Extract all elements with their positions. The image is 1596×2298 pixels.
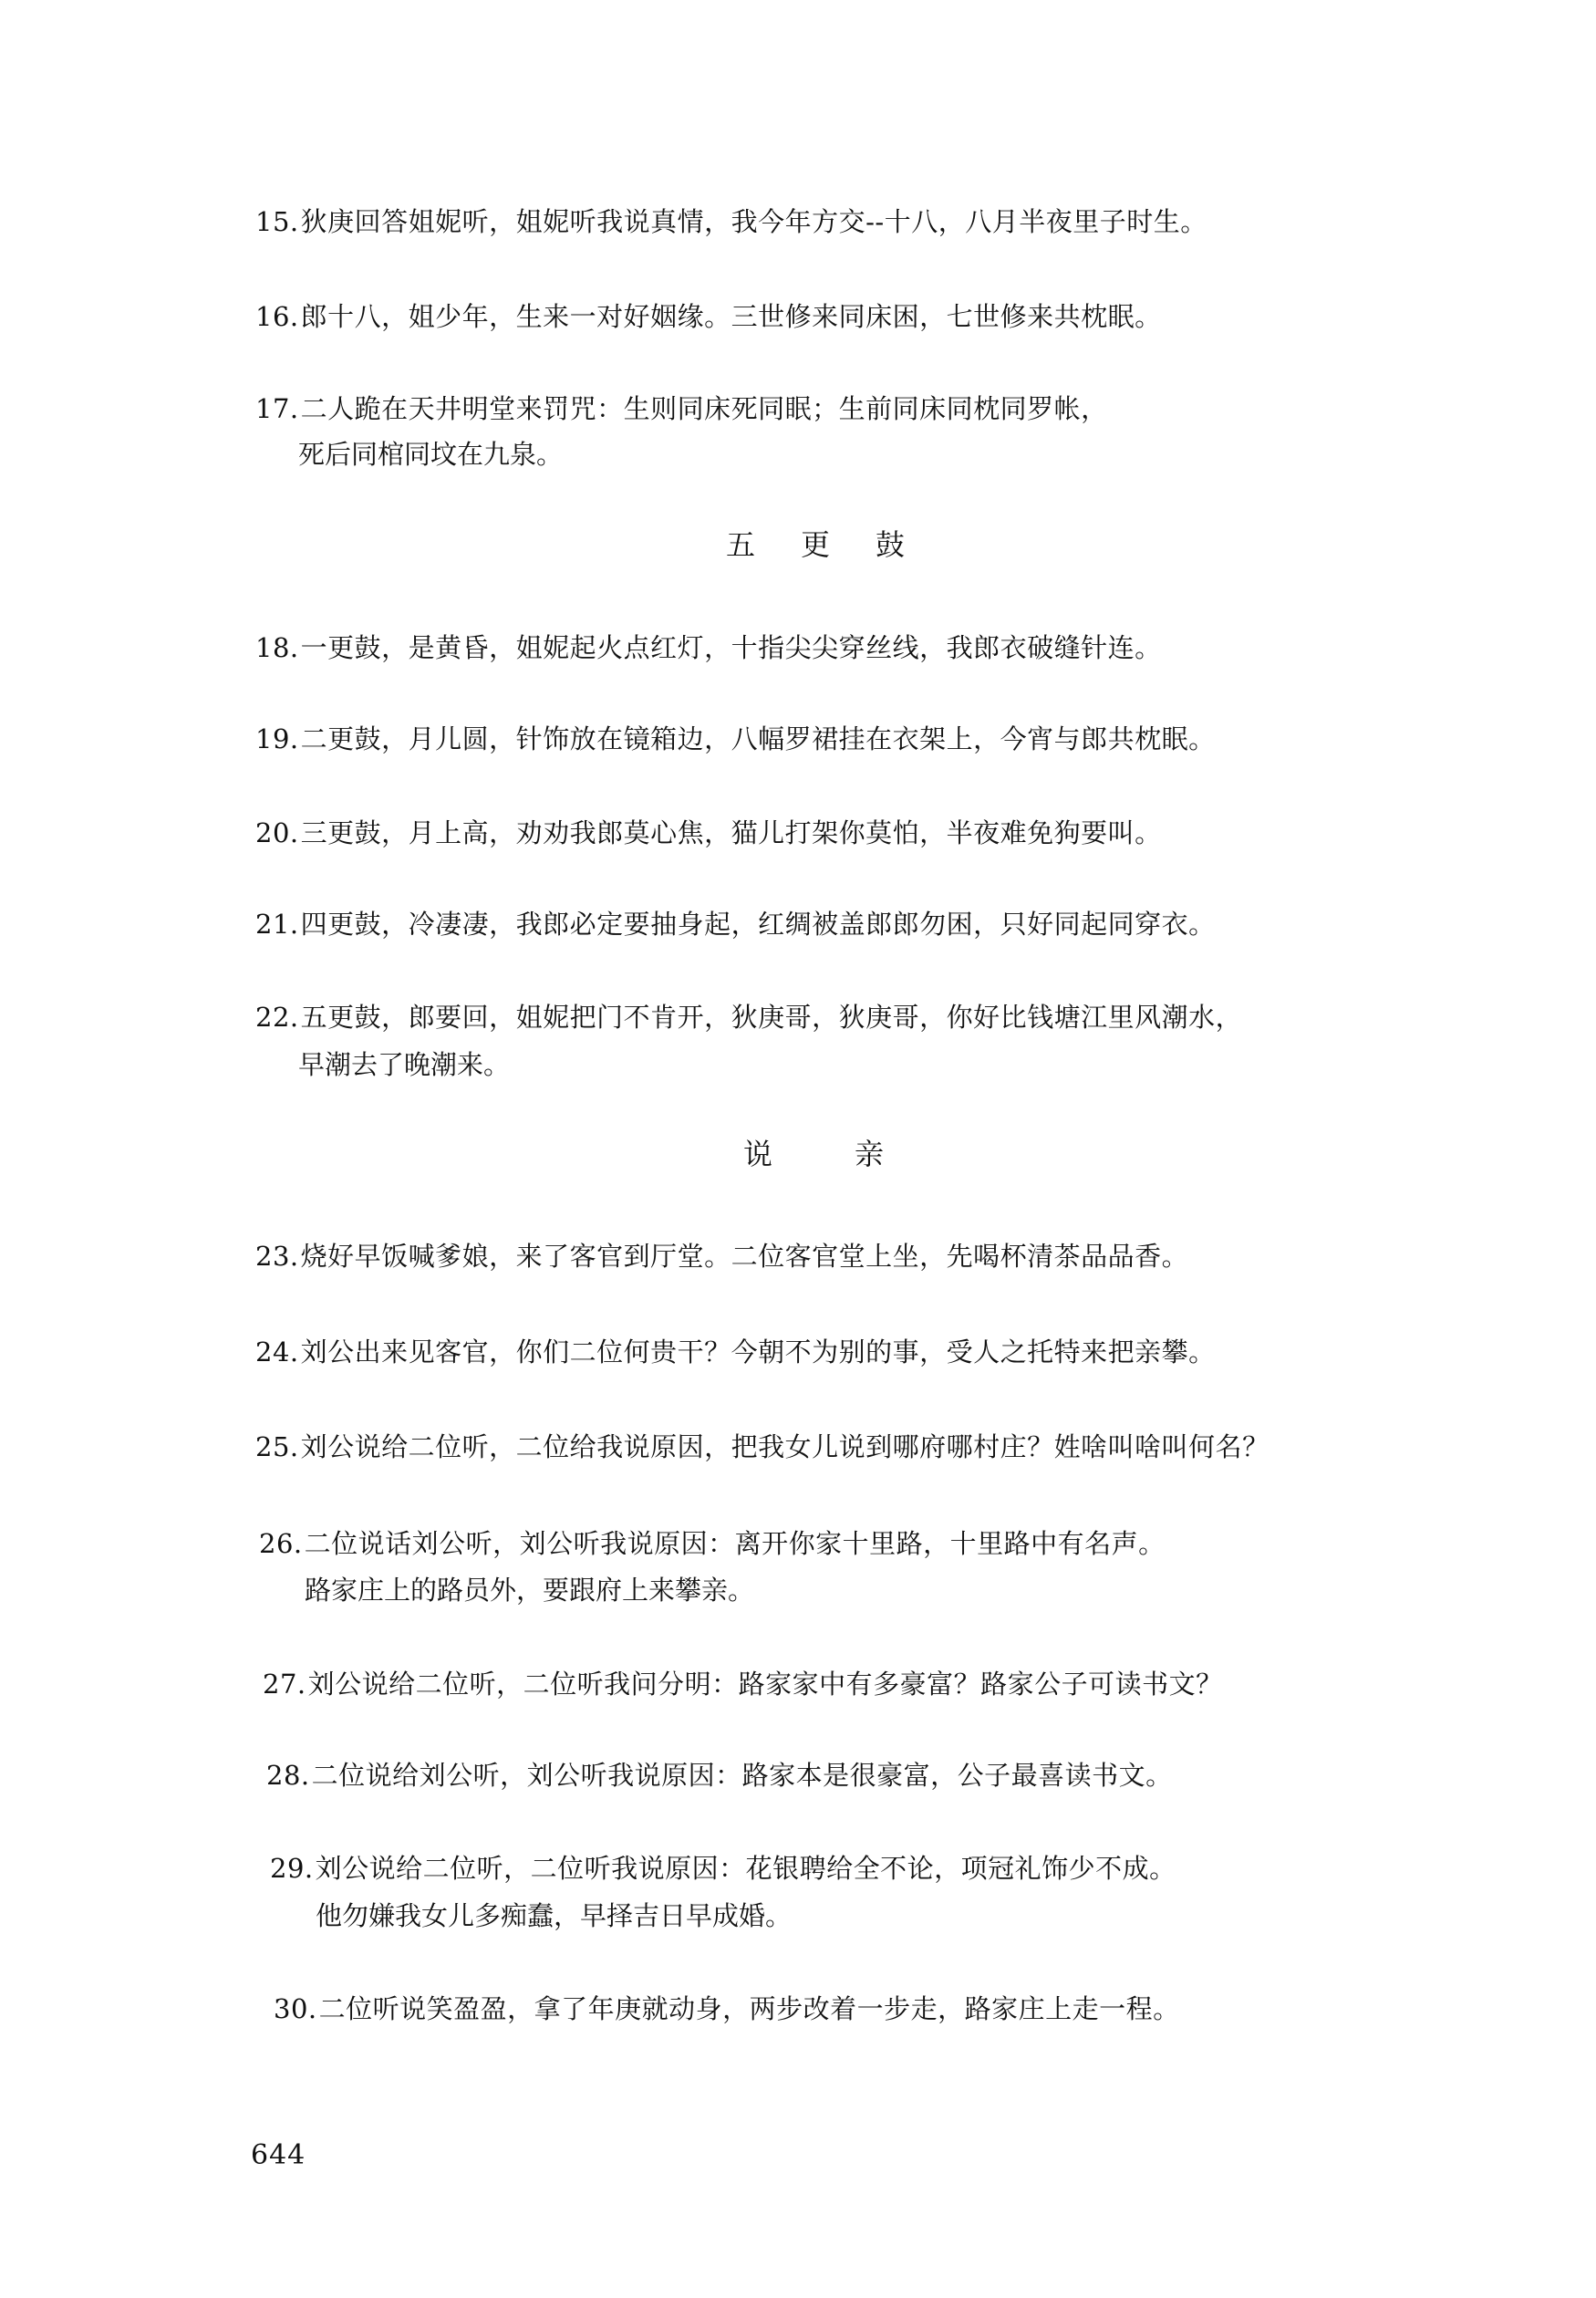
- section-heading-shuoqin: 说亲: [743, 1137, 967, 1171]
- verse-text: 二更鼓，月儿圆，针饰放在镜箱边，八幅罗裙挂在衣架上，今宵与郎共枕眠。: [300, 723, 1216, 754]
- verse-number: 22.: [255, 1002, 299, 1033]
- verse-text: 二位听说笑盈盈，拿了年庚就动身，两步改着一步走，路家庄上走一程。: [318, 1993, 1180, 2024]
- verse-number: 16.: [255, 301, 299, 332]
- verse-19: [255, 721, 1216, 757]
- section-heading-wugenggu: 五更鼓: [726, 527, 951, 562]
- verse-text: 郎十八，姐少年，生来一对好姻缘。三世修来同床困，七世修来共枕眠。: [300, 301, 1162, 332]
- verse-28: [266, 1757, 1173, 1794]
- verse-17: [255, 390, 1108, 427]
- verse-20: [255, 815, 1162, 851]
- verse-text: 三更鼓，月上高，劝劝我郎莫心焦，猫儿打架你莫怕，半夜难免狗要叫。: [300, 817, 1162, 848]
- verse-21: [255, 906, 1216, 942]
- verse-text: 二位说话刘公听，刘公听我说原因：离开你家十里路，十里路中有名声。: [304, 1528, 1166, 1559]
- verse-text: 二人跪在天井明堂来罚咒：生则同床死同眠；生前同床同枕同罗帐，: [300, 393, 1108, 424]
- verse-number: 23.: [255, 1241, 299, 1272]
- verse-number: 21.: [255, 909, 299, 940]
- page-number: 644: [251, 2139, 306, 2171]
- verse-number: 15.: [255, 206, 299, 237]
- verse-number: 20.: [255, 817, 299, 848]
- verse-text: 二位说给刘公听，刘公听我说原因：路家本是很豪富，公子最喜读书文。: [311, 1760, 1173, 1791]
- verse-number: 27.: [263, 1669, 306, 1700]
- verse-25: [255, 1429, 1270, 1465]
- verse-text: 刘公说给二位听，二位听我问分明：路家家中有多豪富？路家公子可读书文？: [307, 1669, 1223, 1700]
- verse-text: 刘公说给二位听，二位给我说原因，把我女儿说到哪府哪村庄？姓啥叫啥叫何名？: [300, 1431, 1270, 1462]
- verse-number: 25.: [255, 1431, 299, 1462]
- verse-text: 刘公说给二位听，二位听我说原因：花银聘给全不论，项冠礼饰少不成。: [315, 1853, 1176, 1884]
- verse-text: 烧好早饭喊爹娘，来了客官到厅堂。二位客官堂上坐，先喝杯清茶品品香。: [300, 1241, 1189, 1272]
- verse-30: [274, 1991, 1180, 2027]
- verse-number: 17.: [255, 393, 299, 424]
- verse-18: [255, 629, 1162, 666]
- verse-number: 28.: [266, 1760, 310, 1791]
- verse-15: [255, 203, 1207, 240]
- verse-24: [255, 1334, 1216, 1370]
- verse-29-continuation: 他勿嫌我女儿多痴蠢，早择吉日早成婚。: [316, 1900, 793, 1931]
- verse-text: 狄庚回答姐妮听，姐妮听我说真情，我今年方交--十八，八月半夜里子时生。: [300, 206, 1207, 237]
- verse-26: [259, 1525, 1166, 1562]
- verse-number: 26.: [259, 1528, 303, 1559]
- verse-text: 一更鼓，是黄昏，姐妮起火点红灯，十指尖尖穿丝线，我郎衣破缝针连。: [300, 632, 1162, 663]
- verse-text: 刘公出来见客官，你们二位何贵干？今朝不为别的事，受人之托特来把亲攀。: [300, 1336, 1216, 1367]
- verse-number: 18.: [255, 632, 299, 663]
- verse-number: 29.: [270, 1853, 314, 1884]
- verse-23: [255, 1238, 1188, 1274]
- verse-22: [255, 999, 1242, 1035]
- verse-text: 五更鼓，郎要回，姐妮把门不肯开，狄庚哥，狄庚哥，你好比钱塘江里风潮水，: [300, 1002, 1243, 1033]
- verse-number: 30.: [274, 1993, 317, 2024]
- verse-number: 24.: [255, 1336, 299, 1367]
- verse-17-continuation: 死后同棺同坟在九泉。: [298, 439, 564, 470]
- verse-29: [270, 1850, 1176, 1887]
- verse-number: 19.: [255, 723, 299, 754]
- verse-27: [263, 1666, 1223, 1702]
- verse-22-continuation: 早潮去了晚潮来。: [298, 1049, 511, 1080]
- verse-26-continuation: 路家庄上的路员外，要跟府上来攀亲。: [305, 1575, 755, 1606]
- verse-16: [255, 298, 1162, 335]
- verse-text: 四更鼓，冷凄凄，我郎必定要抽身起，红绸被盖郎郎勿困，只好同起同穿衣。: [300, 909, 1216, 940]
